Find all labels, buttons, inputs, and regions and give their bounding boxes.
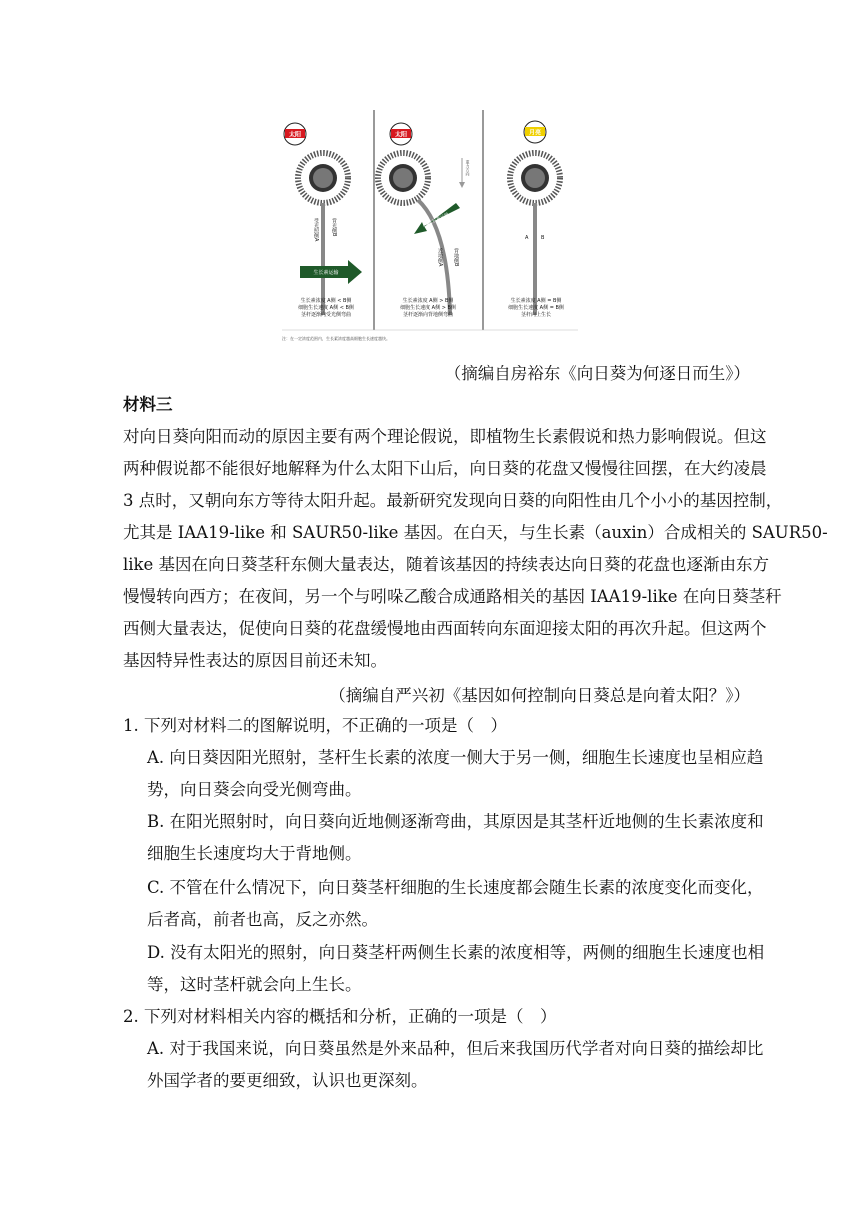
option-a-line: 势，向日葵会向受光侧弯曲。 xyxy=(147,780,362,799)
panel-1-badge: 太阳 xyxy=(288,131,302,139)
caption-line: 细胞生长速度 A侧 = B侧 xyxy=(508,305,564,311)
caption-line: 茎杆逐渐向背地侧弯曲 xyxy=(402,312,454,318)
panel-2 xyxy=(378,123,471,318)
moon-badge-icon xyxy=(524,121,546,143)
caption-line: 细胞生长速度 A侧 > B侧 xyxy=(400,305,456,311)
option-a-line: A. 对于我国来说，向日葵虽然是外来品种，但后来我国历代学者对向日葵的描绘却比 xyxy=(147,1039,764,1058)
caption-line: 生长素浓度 A侧 < B侧 xyxy=(300,298,352,304)
option-b-line: B. 在阳光照射时，向日葵向近地侧逐渐弯曲，其原因是其茎杆近地侧的生长素浓度和 xyxy=(147,812,764,831)
paragraph-line: 3 点时，又朝向东方等待太阳升起。最新研究发现向日葵的向阳性由几个小小的基因控制， xyxy=(123,491,783,510)
panel-3-badge: 月亮 xyxy=(528,129,542,137)
sunflower-head-icon xyxy=(298,153,348,203)
caption-line: 细胞生长速度 A侧 < B侧 xyxy=(298,305,354,311)
option-c-line: C. 不管在什么情况下，向日葵茎杆细胞的生长速度都会随生长素的浓度变化而变化， xyxy=(147,878,764,897)
option-d-line: D. 没有太阳光的照射，向日葵茎杆两侧生长素的浓度相等，两侧的细胞生长速度也相 xyxy=(147,943,765,962)
caption-line: 生长素浓度 A侧 = B侧 xyxy=(510,298,562,304)
figure-footnote: 注：在一定浓度范围内，生长素浓度越高细胞生长速度越快。 xyxy=(282,336,390,341)
paragraph-line: 两种假说都不能很好地解释为什么太阳下山后，向日葵的花盘又慢慢往回摆，在大约凌晨 xyxy=(123,459,767,478)
gravity-label: 重力方向 xyxy=(465,160,471,176)
arrow-label: 生长素运输 xyxy=(427,212,451,227)
panel-1 xyxy=(284,123,362,318)
side-b-label: 背光侧B xyxy=(331,218,337,237)
sun-badge-icon xyxy=(284,123,306,145)
source-citation-2: （摘编自严兴初《基因如何控制向日葵总是向着太阳？》） xyxy=(329,686,750,705)
question-1-stem: 1. 下列对材料二的图解说明，不正确的一项是（ ） xyxy=(123,716,507,735)
caption-line: 茎杆向上生长 xyxy=(520,312,552,318)
side-a-label: 受光照侧A xyxy=(313,218,319,242)
paragraph-line: 对向日葵向阳而动的原因主要有两个理论假说，即植物生长素假说和热力影响假说。但这 xyxy=(123,427,767,446)
side-a-label: 近地侧A xyxy=(437,248,443,267)
option-a-line: A. 向日葵因阳光照射，茎杆生长素的浓度一侧大于另一侧，细胞生长速度也呈相应趋 xyxy=(147,748,764,767)
sunflower-head-icon xyxy=(378,153,428,203)
caption-line: 茎杆逐渐向受光侧弯曲 xyxy=(300,312,352,318)
option-b-line: 细胞生长速度均大于背地侧。 xyxy=(147,844,362,863)
panel-3 xyxy=(508,121,564,318)
side-b-label: B xyxy=(541,235,545,241)
sunflower-head-icon xyxy=(510,153,560,203)
panel-2-badge: 太阳 xyxy=(394,131,408,139)
side-b-label: 背地侧B xyxy=(453,248,459,267)
transport-arrow-icon xyxy=(300,260,362,284)
paragraph-line: 尤其是 IAA19-like 和 SAUR50-like 基因。在白天，与生长素（auxin）合成相关的 SAUR50- xyxy=(123,523,828,542)
option-d-line: 等，这时茎杆就会向上生长。 xyxy=(147,975,362,994)
source-citation-1: （摘编自房裕东《向日葵为何逐日而生》） xyxy=(444,364,750,383)
caption-line: 生长素浓度 A侧 > B侧 xyxy=(402,298,454,304)
sun-badge-icon xyxy=(390,123,412,145)
paragraph-line: 西侧大量表达，促使向日葵的花盘缓慢地由西面转向东面迎接太阳的再次升起。但这两个 xyxy=(123,619,767,638)
option-a-line: 外国学者的要更细致，认识也更深刻。 xyxy=(147,1071,428,1090)
arrow-label: 生长素运输 xyxy=(313,270,339,276)
side-a-label: A xyxy=(525,235,529,241)
paragraph-line: 基因特异性表达的原因目前还未知。 xyxy=(123,651,387,670)
paragraph-line: 慢慢转向西方；在夜间，另一个与吲哚乙酸合成通路相关的基因 IAA19-like 在向日葵茎秆 xyxy=(123,587,782,606)
material3-heading: 材料三 xyxy=(123,395,173,414)
question-2-stem: 2. 下列对材料相关内容的概括和分析，正确的一项是（ ） xyxy=(123,1007,557,1026)
gravity-arrow-icon xyxy=(459,158,471,188)
paragraph-line: like 基因在向日葵茎秆东侧大量表达，随着该基因的持续表达向日葵的花盘也逐渐由东方 xyxy=(123,555,770,574)
sunflower-diagram xyxy=(278,108,580,348)
option-c-line: 后者高，前者也高，反之亦然。 xyxy=(147,910,378,929)
